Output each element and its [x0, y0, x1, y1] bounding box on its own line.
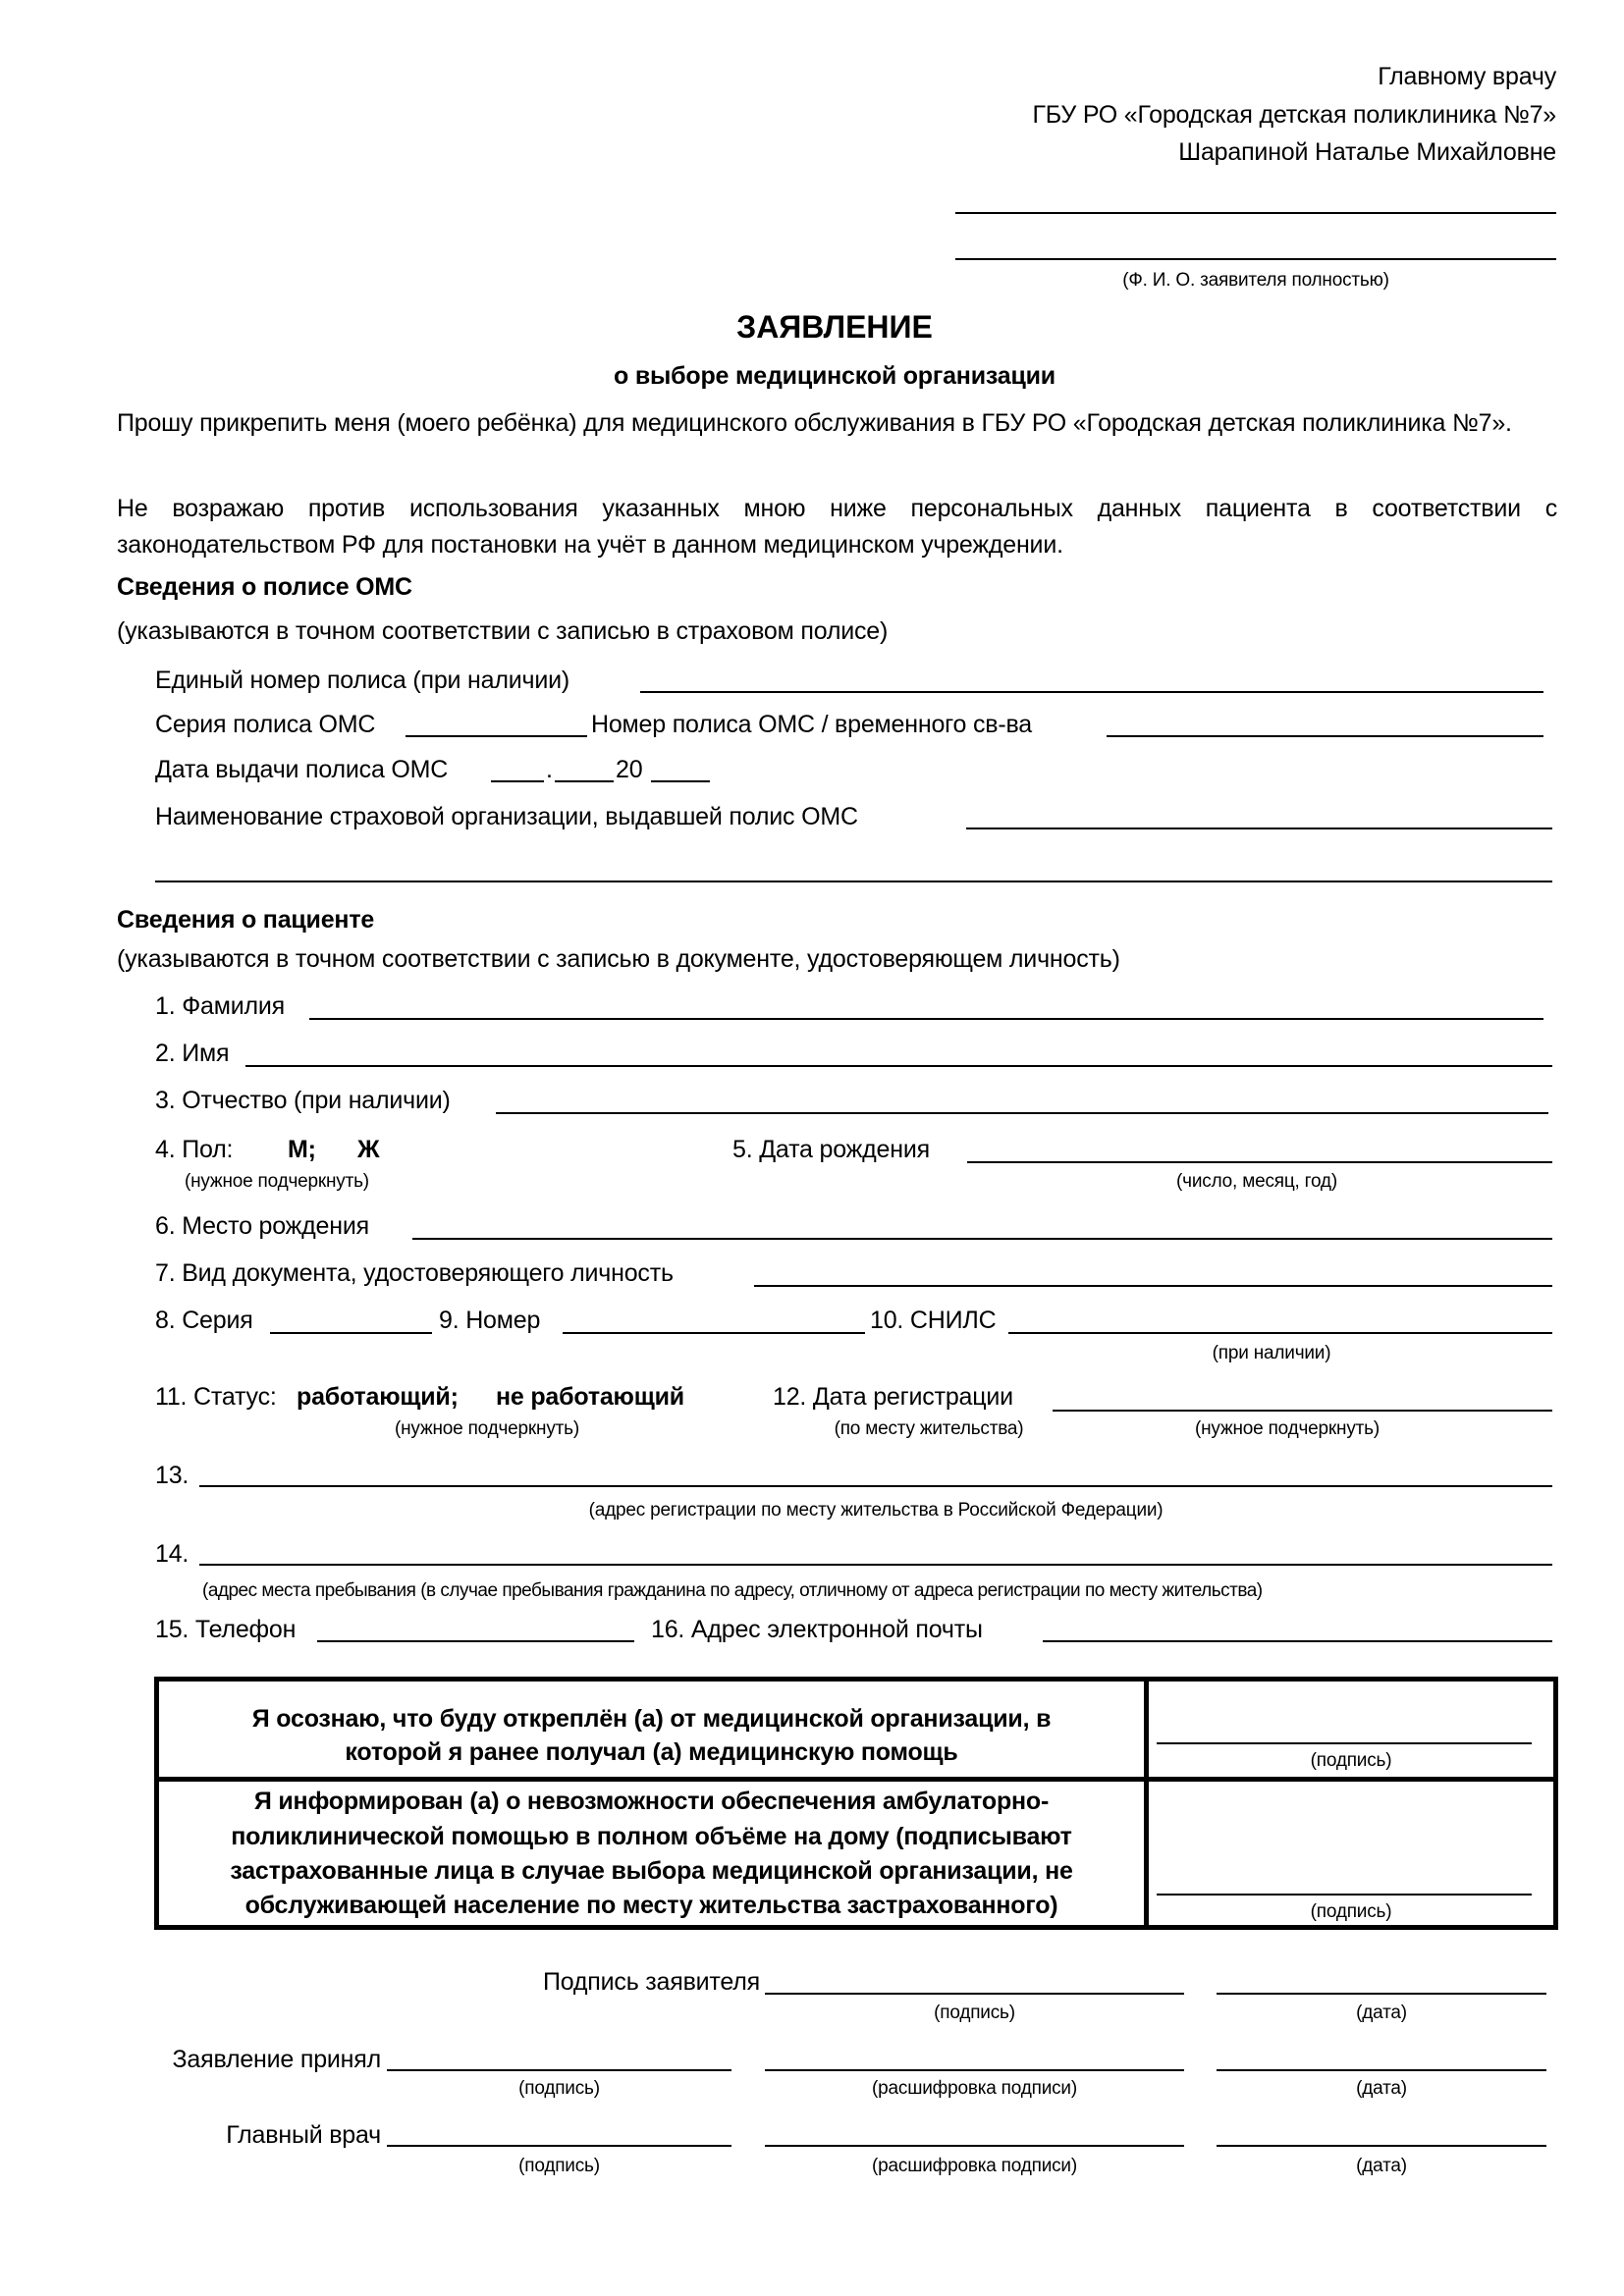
id-doc-label: 7. Вид документа, удостоверяющего личность [155, 1259, 674, 1287]
table-row-divider [159, 1777, 1553, 1782]
snils-label: 10. СНИЛС [870, 1307, 997, 1334]
chief-signature-caption: (подпись) [518, 2156, 600, 2176]
intro-paragraph-1: Прошу прикрепить меня (моего ребёнка) для медицинского обслуживания в ГБУ РО «Городская детская поликлиника №7». [117, 409, 1512, 437]
acknowledgement-table [154, 1677, 1558, 1930]
page-title: ЗАЯВЛЕНИЕ [736, 309, 933, 345]
doc-series-label: 8. Серия [155, 1307, 253, 1334]
oms-series-field[interactable] [406, 735, 587, 737]
oms-insurer-label: Наименование страховой организации, выдавшей полис ОМС [155, 803, 858, 830]
birth-date-field[interactable] [967, 1161, 1552, 1163]
status-note: (нужное подчеркнуть) [395, 1418, 579, 1439]
ack-1-line-2: которой я ранее получал (а) медицинскую помощь [345, 1738, 958, 1766]
addressee-line-1: Главному врачу [1378, 63, 1556, 90]
applicant-signature-field[interactable] [765, 1993, 1184, 1995]
doc-number-label: 9. Номер [439, 1307, 541, 1334]
chief-signature-field[interactable] [387, 2145, 731, 2147]
intro-paragraph-2: Не возражаю против использования указанных мною ниже персональных данных пациента в соответствии с законодательством РФ для постановки на учёт в данном медицинском учреждении. [117, 495, 1557, 559]
page-subtitle: о выборе медицинской организации [614, 362, 1056, 390]
addressee-line-2: ГБУ РО «Городская детская поликлиника №7» [1032, 101, 1556, 129]
sex-note: (нужное подчеркнуть) [185, 1171, 369, 1192]
email-label: 16. Адрес электронной почты [651, 1616, 983, 1643]
applicant-signature-caption: (подпись) [934, 2002, 1015, 2023]
snils-field[interactable] [1008, 1332, 1552, 1334]
accepted-by-label: Заявление принял [172, 2046, 381, 2073]
reg-date-note-residence: (по месту жительства) [834, 1418, 1024, 1439]
birth-date-label: 5. Дата рождения [732, 1136, 930, 1163]
oms-issue-date-label: Дата выдачи полиса ОМС [155, 756, 449, 783]
oms-issue-date-dot: . [546, 756, 553, 783]
applicant-date-field[interactable] [1217, 1993, 1546, 1995]
accepted-date-field[interactable] [1217, 2069, 1546, 2071]
sex-option-female[interactable]: Ж [357, 1136, 380, 1163]
chief-decode-caption: (расшифровка подписи) [872, 2156, 1077, 2176]
address-stay-label: 14. [155, 1540, 189, 1568]
status-label: 11. Статус: [155, 1383, 277, 1411]
oms-insurer-field-2[interactable] [155, 881, 1552, 882]
address-reg-field[interactable] [199, 1485, 1552, 1487]
reg-date-note-underline: (нужное подчеркнуть) [1195, 1418, 1380, 1439]
chief-doctor-label: Главный врач [226, 2121, 381, 2149]
chief-decode-field[interactable] [765, 2145, 1184, 2147]
ack-2-line-2: поликлинической помощью в полном объёме на дому (подписывают [231, 1823, 1072, 1850]
snils-note: (при наличии) [1212, 1343, 1331, 1363]
applicant-date-caption: (дата) [1356, 2002, 1407, 2023]
reg-date-label: 12. Дата регистрации [773, 1383, 1013, 1411]
id-doc-field[interactable] [754, 1285, 1552, 1287]
email-field[interactable] [1043, 1640, 1552, 1642]
birth-place-field[interactable] [412, 1238, 1552, 1240]
phone-label: 15. Телефон [155, 1616, 297, 1643]
surname-field[interactable] [309, 1018, 1543, 1020]
sex-label: 4. Пол: [155, 1136, 234, 1163]
oms-insurer-field[interactable] [966, 828, 1552, 829]
birth-place-label: 6. Место рождения [155, 1212, 369, 1240]
reg-date-field[interactable] [1053, 1410, 1552, 1412]
oms-unified-number-field[interactable] [640, 691, 1543, 693]
accepted-signature-caption: (подпись) [518, 2078, 600, 2099]
address-stay-field[interactable] [199, 1564, 1552, 1566]
ack-1-signature-caption: (подпись) [1310, 1750, 1392, 1771]
name-field[interactable] [245, 1065, 1552, 1067]
accepted-decode-caption: (расшифровка подписи) [872, 2078, 1077, 2099]
surname-label: 1. Фамилия [155, 992, 285, 1020]
ack-2-line-1: Я информирован (а) о невозможности обеспечения амбулаторно- [253, 1788, 1050, 1815]
chief-date-caption: (дата) [1356, 2156, 1407, 2176]
addressee-line-3: Шарапиной Наталье Михайловне [1178, 138, 1556, 166]
ack-1-signature-field[interactable] [1157, 1742, 1532, 1744]
applicant-name-caption: (Ф. И. О. заявителя полностью) [1122, 270, 1389, 291]
oms-unified-number-label: Единый номер полиса (при наличии) [155, 667, 569, 694]
applicant-signature-label: Подпись заявителя [542, 1968, 760, 1996]
phone-field[interactable] [317, 1640, 634, 1642]
patronymic-field[interactable] [496, 1112, 1548, 1114]
ack-1-line-1: Я осознаю, что буду откреплён (а) от медицинской организации, в [251, 1705, 1052, 1733]
table-column-divider [1144, 1682, 1149, 1925]
oms-series-label: Серия полиса ОМС [155, 711, 376, 738]
patient-section-subheading: (указываются в точном соответствии с записью в документе, удостоверяющем личность) [117, 945, 1120, 973]
accepted-date-caption: (дата) [1356, 2078, 1407, 2099]
chief-date-field[interactable] [1217, 2145, 1546, 2147]
status-option-working[interactable]: работающий; [297, 1383, 459, 1411]
oms-number-field[interactable] [1107, 735, 1543, 737]
ack-2-signature-caption: (подпись) [1310, 1901, 1392, 1922]
oms-issue-day-field[interactable] [491, 780, 544, 782]
address-reg-label: 13. [155, 1462, 189, 1489]
address-stay-note: (адрес места пребывания (в случае пребывания гражданина по адресу, отличному от адреса регистрации по месту жительства) [202, 1580, 1263, 1601]
oms-section-subheading: (указываются в точном соответствии с записью в страховом полисе) [117, 617, 889, 645]
patient-section-heading: Сведения о пациенте [117, 906, 375, 934]
patronymic-label: 3. Отчество (при наличии) [155, 1087, 451, 1114]
oms-issue-month-field[interactable] [555, 780, 614, 782]
oms-issue-year-field[interactable] [651, 780, 710, 782]
oms-number-label: Номер полиса ОМС / временного св-ва [591, 711, 1032, 738]
ack-2-line-4: обслуживающей население по месту жительства застрахованного) [244, 1892, 1058, 1919]
ack-2-signature-field[interactable] [1157, 1894, 1532, 1896]
ack-2-line-3: застрахованные лица в случае выбора медицинской организации, не [230, 1857, 1073, 1885]
applicant-name-field-1[interactable] [955, 212, 1556, 214]
oms-issue-year-prefix: 20 [616, 756, 643, 783]
accepted-signature-field[interactable] [387, 2069, 731, 2071]
status-option-not-working[interactable]: не работающий [496, 1383, 684, 1411]
applicant-name-field-2[interactable] [955, 258, 1556, 260]
doc-series-field[interactable] [270, 1332, 432, 1334]
oms-section-heading: Сведения о полисе ОМС [117, 573, 412, 601]
accepted-decode-field[interactable] [765, 2069, 1184, 2071]
address-reg-note: (адрес регистрации по месту жительства в Российской Федерации) [588, 1500, 1164, 1521]
name-label: 2. Имя [155, 1040, 230, 1067]
sex-option-male[interactable]: М; [288, 1136, 316, 1163]
doc-number-field[interactable] [563, 1332, 865, 1334]
birth-date-note: (число, месяц, год) [1176, 1171, 1337, 1192]
